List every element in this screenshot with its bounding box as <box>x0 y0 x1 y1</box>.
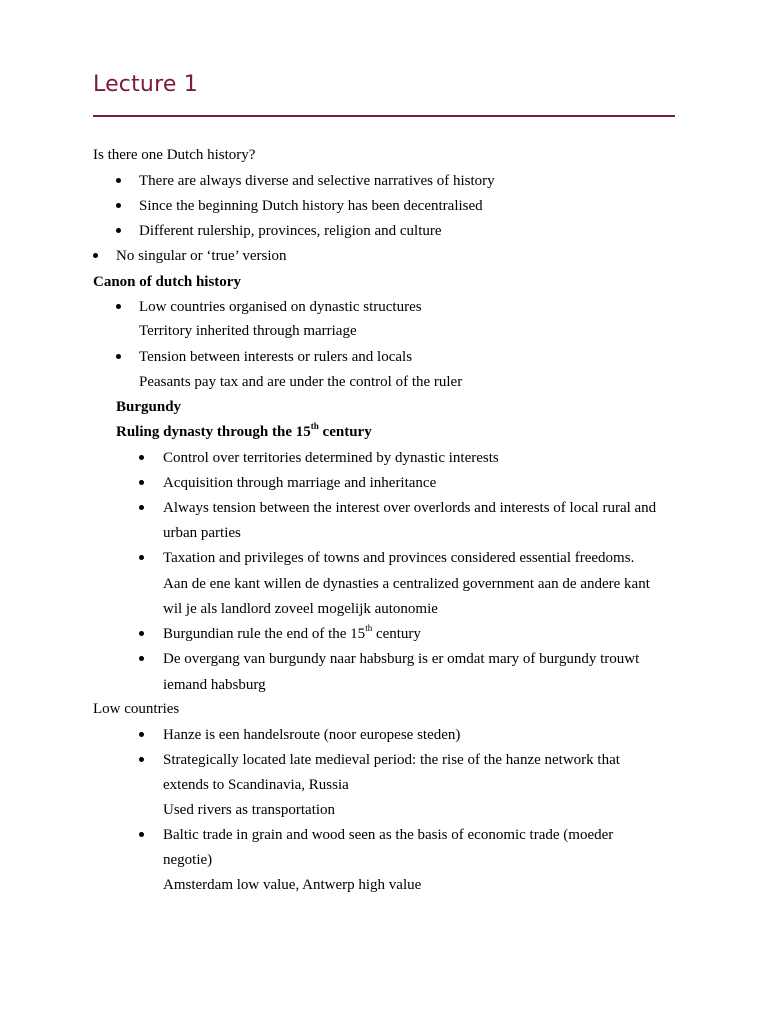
bullet-icon <box>139 757 144 762</box>
section-heading-low-countries: Low countries <box>93 701 180 717</box>
bullet-icon <box>116 228 121 233</box>
question-line: Is there one Dutch history? <box>93 147 256 163</box>
bullet-icon <box>116 203 121 208</box>
superscript: th <box>365 623 373 633</box>
list-item: Always tension between the interest over overlords and interests of local rural and <box>163 500 657 516</box>
bullet-icon <box>139 505 144 510</box>
list-item-continuation: Aan de ene kant willen de dynasties a centralized government aan de andere kant <box>163 576 650 592</box>
list-item-continuation: Peasants pay tax and are under the control of the ruler <box>139 374 463 390</box>
list-item-text: Burgundian rule the end of the 15 <box>163 626 366 642</box>
bullet-icon <box>116 178 121 183</box>
list-item: Acquisition through marriage and inheritance <box>163 475 437 491</box>
list-item-text: century <box>372 626 421 642</box>
list-item-continuation: urban parties <box>163 525 241 541</box>
list-item: Control over territories determined by dynastic interests <box>163 450 499 466</box>
list-item <box>163 625 421 643</box>
list-item-continuation: iemand habsburg <box>163 677 266 693</box>
subheading-text: century <box>318 424 372 440</box>
bullet-icon <box>139 455 144 460</box>
list-item: Different rulership, provinces, religion and culture <box>139 223 442 239</box>
list-item-continuation: wil je als landlord zoveel mogelijk autonomie <box>163 601 438 617</box>
list-item: Taxation and privileges of towns and provinces considered essential freedoms. <box>163 550 635 566</box>
superscript: th <box>310 421 319 431</box>
list-item: No singular or ‘true’ version <box>116 248 287 264</box>
list-item-continuation: extends to Scandinavia, Russia <box>163 777 349 793</box>
bullet-icon <box>139 832 144 837</box>
bullet-icon <box>116 304 121 309</box>
bullet-icon <box>139 656 144 661</box>
bullet-icon <box>116 354 121 359</box>
subheading-ruling-dynasty <box>116 423 372 441</box>
list-item: Since the beginning Dutch history has been decentralised <box>139 198 483 214</box>
subheading-text: Ruling dynasty through the 15 <box>116 424 311 440</box>
bullet-icon <box>139 480 144 485</box>
bullet-icon <box>93 253 98 258</box>
section-heading-burgundy: Burgundy <box>116 399 182 415</box>
list-item-continuation: Used rivers as transportation <box>163 802 336 818</box>
list-item: Baltic trade in grain and wood seen as the basis of economic trade (moeder <box>163 827 614 843</box>
section-heading-canon: Canon of dutch history <box>93 274 241 290</box>
list-item: Low countries organised on dynastic structures <box>139 299 422 315</box>
bullet-icon <box>139 631 144 636</box>
list-item: Hanze is een handelsroute (noor europese steden) <box>163 727 461 743</box>
bullet-icon <box>139 555 144 560</box>
list-item-continuation: negotie) <box>163 852 213 868</box>
list-item: Tension between interests or rulers and locals <box>139 349 413 365</box>
title-divider <box>93 115 675 117</box>
list-item: Strategically located late medieval period: the rise of the hanze network that <box>163 752 620 768</box>
list-item: De overgang van burgundy naar habsburg is er omdat mary of burgundy trouwt <box>163 651 640 667</box>
page-title: Lecture 1 <box>93 72 198 97</box>
list-item-continuation: Territory inherited through marriage <box>139 323 357 339</box>
list-item: There are always diverse and selective narratives of history <box>139 173 495 189</box>
bullet-icon <box>139 732 144 737</box>
list-item-continuation: Amsterdam low value, Antwerp high value <box>163 877 422 893</box>
